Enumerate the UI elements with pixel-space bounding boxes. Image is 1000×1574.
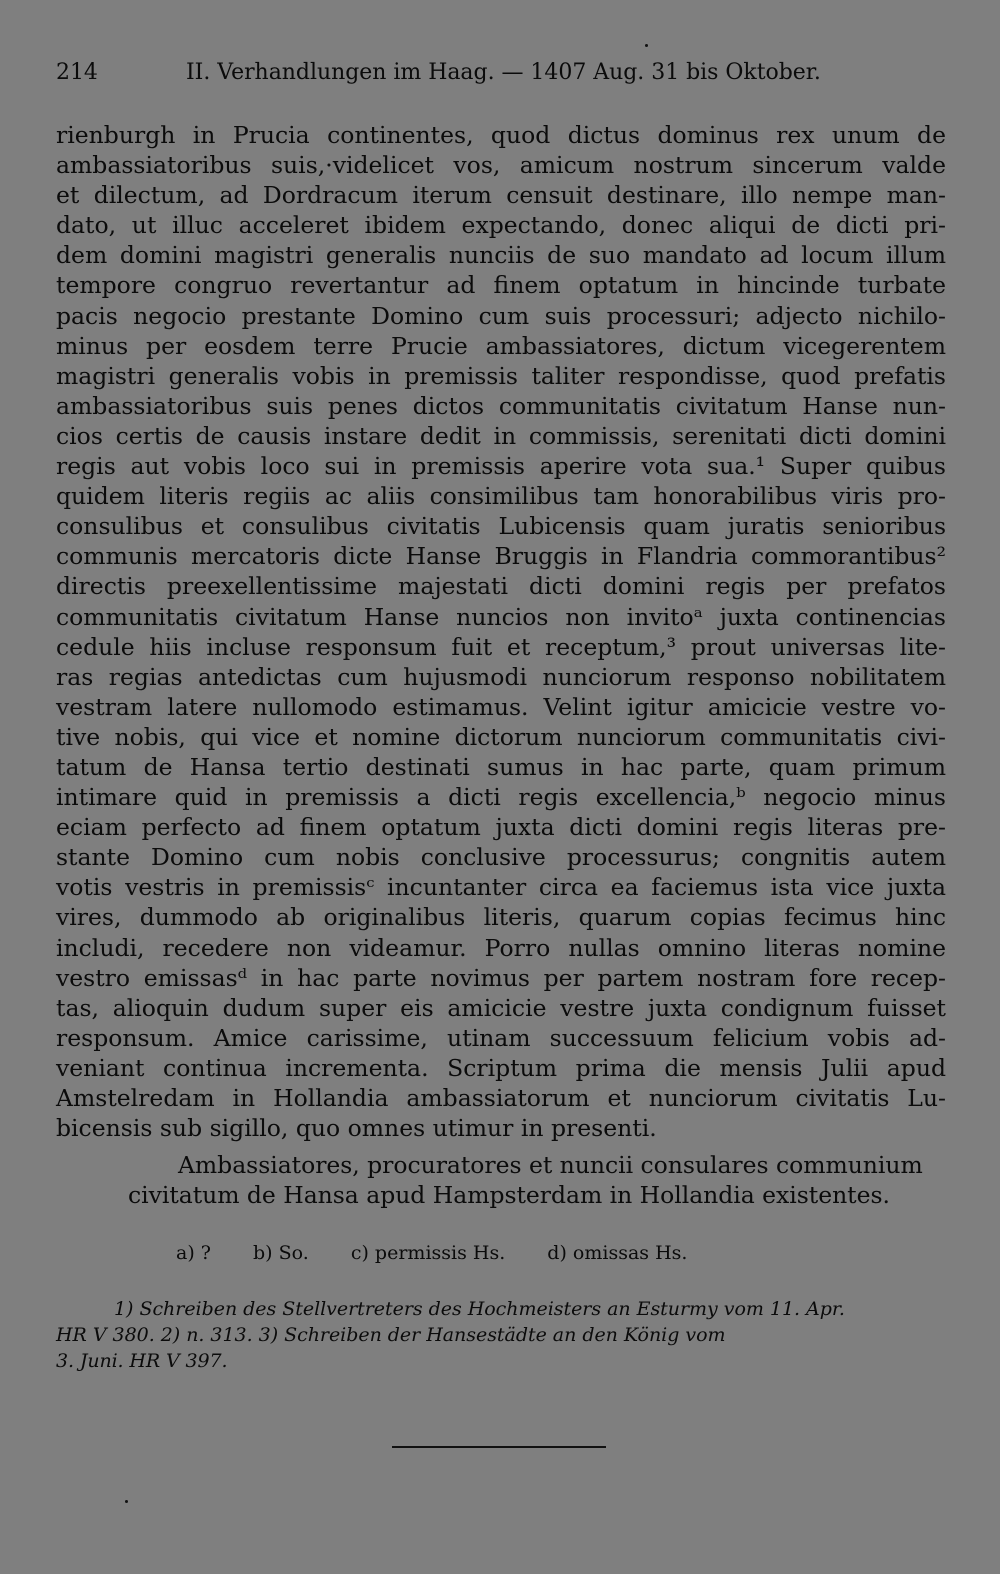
body-line: vestram latere nullomodo estimamus. Velint igitur amicicie vestre vo- <box>56 692 946 721</box>
footnote-line-1: 1) Schreiben des Stellvertreters des Hochmeisters an Esturmy vom 11. Apr. <box>114 1298 845 1320</box>
signature-line-1: Ambassiatores, procuratores et nuncii consulares communium <box>178 1151 923 1179</box>
body-line: dem domini magistri generalis nunciis de suo mandato ad locum illum <box>56 241 946 270</box>
letter-body <box>56 120 946 1143</box>
body-line: communitatis civitatum Hanse nuncios non invitoᵃ juxta continencias <box>56 602 946 631</box>
body-line: eciam perfecto ad finem optatum juxta dicti domini regis literas pre- <box>56 813 946 842</box>
variant-d: d) omissas Hs. <box>547 1242 688 1264</box>
body-line: vires, dummodo ab originalibus literis, quarum copias fecimus hinc <box>56 903 946 932</box>
variant-c: c) permissis Hs. <box>350 1242 506 1264</box>
signature-line-2: civitatum de Hansa apud Hampsterdam in Hollandia existentes. <box>128 1181 890 1210</box>
speck <box>125 1500 128 1503</box>
body-line: tempore congruo revertantur ad finem optatum in hincinde turbate <box>56 271 946 300</box>
variant-a: a) ? <box>176 1242 211 1264</box>
body-line: tas, alioquin dudum super eis amicicie vestre juxta condignum fuisset <box>56 993 946 1022</box>
body-line: ambassiatoribus suis,·videlicet vos, amicum nostrum sincerum valde <box>56 151 946 180</box>
footnote-line-3: 3. Juni. HR V 397. <box>56 1350 228 1372</box>
textual-variants <box>176 1242 723 1264</box>
body-line: consulibus et consulibus civitatis Lubicensis quam juratis senioribus <box>56 512 946 541</box>
end-rule <box>392 1446 606 1448</box>
signature-block <box>56 1150 946 1210</box>
body-line: regis aut vobis loco sui in premissis aperire vota sua.¹ Super quibus <box>56 452 946 481</box>
body-line: responsum. Amice carissime, utinam successuum felicium vobis ad- <box>56 1023 946 1052</box>
variant-b: b) So. <box>253 1242 309 1264</box>
body-line: stante Domino cum nobis conclusive processurus; congnitis autem <box>56 843 946 872</box>
speck <box>645 44 648 47</box>
body-line: ras regias antedictas cum hujusmodi nunciorum responso nobilitatem <box>56 662 946 691</box>
body-line: tatum de Hansa tertio destinati sumus in hac parte, quam primum <box>56 752 946 781</box>
body-line: votis vestris in premissisᶜ incuntanter circa ea faciemus ista vice juxta <box>56 873 946 902</box>
body-line: directis preexellentissime majestati dicti domini regis per prefatos <box>56 572 946 601</box>
body-line: magistri generalis vobis in premissis taliter respondisse, quod prefatis <box>56 361 946 390</box>
footnotes <box>56 1296 946 1374</box>
body-line: ambassiatoribus suis penes dictos communitatis civitatum Hanse nun- <box>56 391 946 420</box>
body-line: cios certis de causis instare dedit in commissis, serenitati dicti domini <box>56 421 946 450</box>
body-line: bicensis sub sigillo, quo omnes utimur in presenti. <box>56 1114 657 1143</box>
page-number: 214 <box>56 60 98 85</box>
body-line: includi, recedere non videamur. Porro nullas omnino literas nomine <box>56 933 946 962</box>
footnote-line-2: HR V 380. 2) n. 313. 3) Schreiben der Hansestädte an den König vom <box>56 1324 726 1346</box>
body-line: rienburgh in Prucia continentes, quod dictus dominus rex unum de <box>56 121 946 149</box>
body-line: Amstelredam in Hollandia ambassiatorum et nunciorum civitatis Lu- <box>56 1084 946 1112</box>
running-title: II. Verhandlungen im Haag. — 1407 Aug. 31 bis Oktober. <box>186 60 821 85</box>
body-line: tive nobis, qui vice et nomine dictorum nunciorum communitatis civi- <box>56 722 946 751</box>
body-line: quidem literis regiis ac aliis consimilibus tam honorabilibus viris pro- <box>56 482 946 511</box>
body-line: intimare quid in premissis a dicti regis excellencia,ᵇ negocio minus <box>56 783 946 812</box>
body-line: pacis negocio prestante Domino cum suis processuri; adjecto nichilo- <box>56 301 946 330</box>
body-line: et dilectum, ad Dordracum iterum censuit destinare, illo nempe man- <box>56 181 946 210</box>
body-line: dato, ut illuc acceleret ibidem expectando, donec aliqui de dicti pri- <box>56 211 946 240</box>
body-line: veniant continua incrementa. Scriptum prima die mensis Julii apud <box>56 1053 946 1082</box>
page-header <box>56 58 946 88</box>
body-line: communis mercatoris dicte Hanse Bruggis in Flandria commorantibus² <box>56 542 946 571</box>
body-line: cedule hiis incluse responsum fuit et receptum,³ prout universas lite- <box>56 632 946 661</box>
body-line: minus per eosdem terre Prucie ambassiatores, dictum vicegerentem <box>56 331 946 360</box>
body-line: vestro emissasᵈ in hac parte novimus per partem nostram fore recep- <box>56 963 946 992</box>
